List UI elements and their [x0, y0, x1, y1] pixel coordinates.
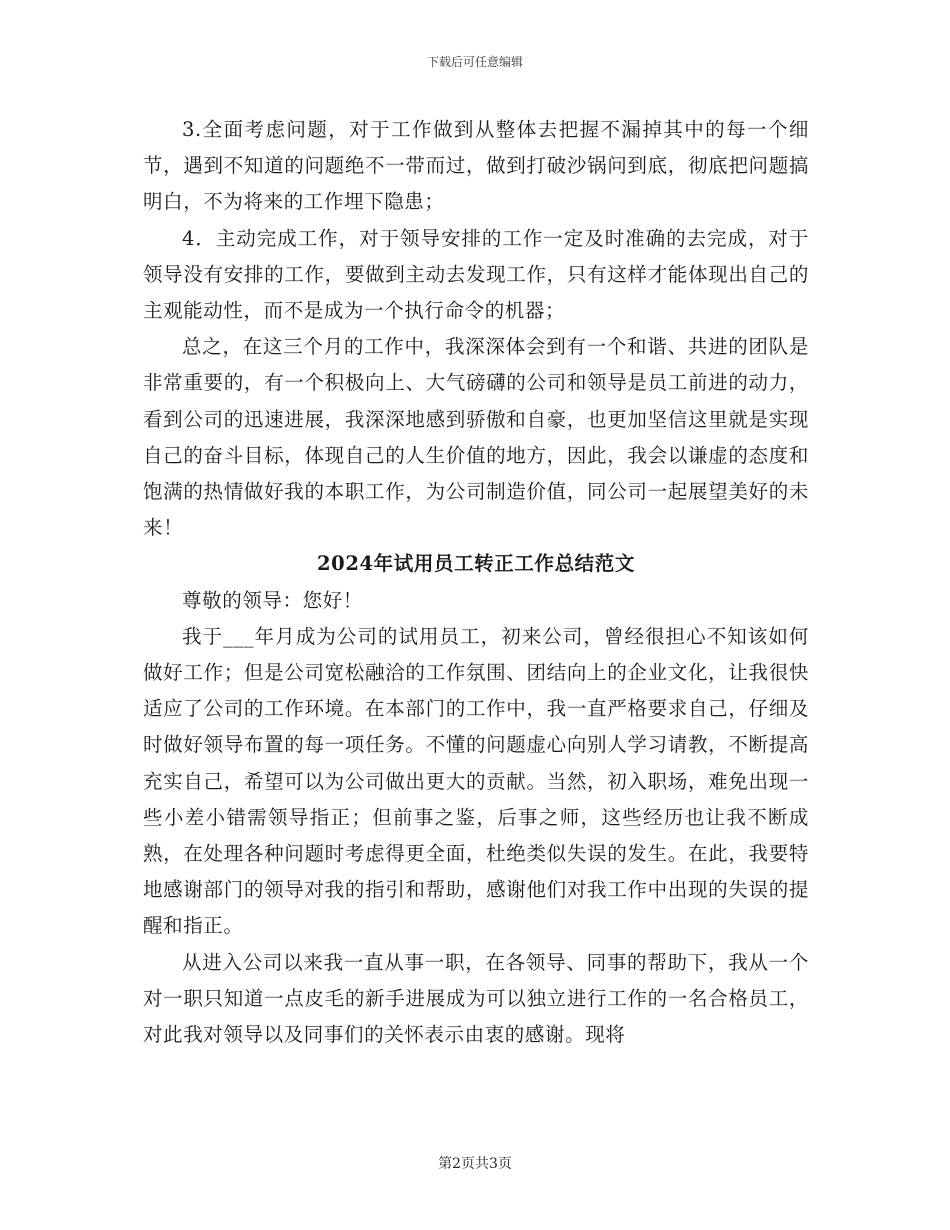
paragraph-introduction: 我于___年月成为公司的试用员工，初来公司，曾经很担心不知该如何做好工作；但是公司宽松融洽的工作氛围、团结向上的企业文化，让我很快适应了公司的工作环境。在本部门的工作中，我一直严格要求自己，仔细及时做好领导布置的每一项任务。不懂的问题虚心向别人学习请教，不断提高充实自己，希望可以为公司做出更大的贡献。当然，初入职场，难免出现一些小差小错需领导指正；但前事之鉴，后事之师，这些经历也让我不断成熟，在处理各种问题时考虑得更全面，杜绝类似失误的发生。在此，我要特地感谢部门的领导对我的指引和帮助，感谢他们对我工作中出现的失误的提醒和指正。: [143, 624, 809, 938]
paragraph-item-3: 3.全面考虑问题，对于工作做到从整体去把握不漏掉其中的每一个细节，遇到不知道的问题绝不一带而过，做到打破沙锅问到底，彻底把问题搞明白，不为将来的工作埋下隐患；: [143, 118, 809, 214]
document-title: 2024年试用员工转正工作总结范文: [317, 552, 635, 576]
document-body: [143, 112, 809, 1053]
paragraph-conclusion: 总之，在这三个月的工作中，我深深体会到有一个和谐、共进的团队是非常重要的，有一个积极向上、大气磅礴的公司和领导是员工前进的动力，看到公司的迅速进展，我深深地感到骄傲和自豪，也更加坚信这里就是实现自己的奋斗目标，体现自己的人生价值的地方，因此，我会以谦虚的态度和饱满的热情做好我的本职工作，为公司制造价值，同公司一起展望美好的未来！: [143, 335, 809, 540]
paragraph-work-history: 从进入公司以来我一直从事一职，在各领导、同事的帮助下，我从一个对一职只知道一点皮毛的新手进展成为可以独立进行工作的一名合格员工，对此我对领导以及同事们的关怀表示由衷的感谢。现将: [143, 950, 809, 1047]
paragraph-item-4: 4．主动完成工作，对于领导安排的工作一定及时准确的去完成，对于领导没有安排的工作，要做到主动去发现工作，只有这样才能体现出自己的主观能动性，而不是成为一个执行命令的机器；: [143, 226, 809, 323]
greeting-line: 尊敬的领导：您好！: [182, 588, 363, 612]
page-header: 下载后可任意编辑: [426, 55, 523, 69]
page-number: 第2页共3页: [438, 1156, 512, 1172]
